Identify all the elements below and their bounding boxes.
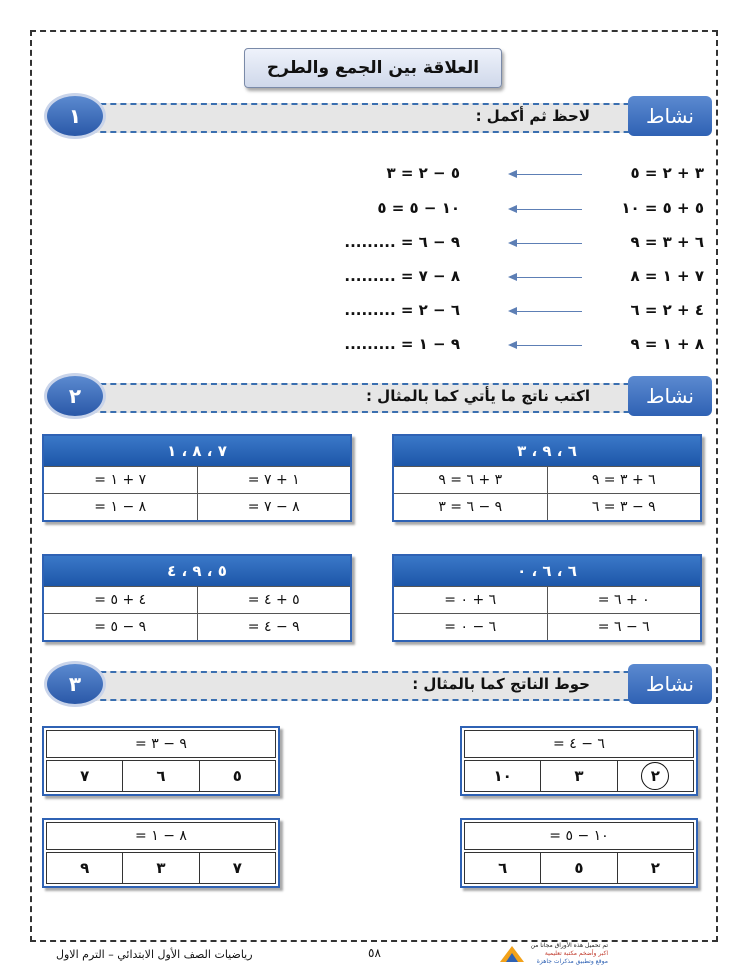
addition-fact: ٣ + ٢ = ٥ — [630, 164, 704, 182]
subtraction-fact: ١٠ − ٥ = ٥ — [377, 199, 460, 217]
fact-table-header: ٦ ، ٩ ، ٣ — [394, 436, 700, 466]
page-number: ٥٨ — [368, 946, 381, 960]
activity-1-number: ١ — [44, 93, 106, 139]
circle-question: ٩ − ٣ = — [46, 730, 276, 758]
fact-table — [392, 554, 702, 642]
answer-option[interactable]: ١٠ — [464, 760, 541, 792]
left-arrow-icon — [510, 209, 582, 210]
answer-option[interactable]: ٣ — [540, 760, 617, 792]
activity-2-bar — [60, 383, 690, 413]
table-cell: ٠ + ٦ = — [547, 587, 701, 613]
table-cell: ٩ − ٥ = — [94, 619, 147, 635]
answer-option-text: ٢ — [650, 767, 660, 785]
circle-answer-box — [460, 818, 698, 888]
left-arrow-icon — [510, 311, 582, 312]
subtraction-fact[interactable]: ٩ − ٦ = ......... — [344, 233, 460, 251]
activity-1-bar — [60, 103, 690, 133]
circle-question: ١٠ − ٥ = — [464, 822, 694, 850]
answer-option[interactable]: ٦ — [464, 852, 541, 884]
circled-answer-ring — [641, 762, 669, 790]
fact-table-header: ٧ ، ٨ ، ١ — [44, 436, 350, 466]
subtraction-fact[interactable]: ٨ − ٧ = ......... — [344, 267, 460, 285]
page-title: العلاقة بين الجمع والطرح — [244, 48, 502, 88]
circle-answer-box — [460, 726, 698, 796]
table-cell: ٨ − ٧ = — [197, 494, 351, 520]
answer-option-circled[interactable] — [617, 760, 694, 792]
fact-table-header: ٦ ، ٦ ، ٠ — [394, 556, 700, 586]
subtraction-fact[interactable]: ٩ − ١ = ......... — [344, 335, 460, 353]
activity-3-bar — [60, 671, 690, 701]
circle-answer-box — [42, 818, 280, 888]
table-row — [44, 493, 350, 520]
answer-option[interactable]: ٧ — [199, 852, 276, 884]
activity-3-instruction: حوط الناتج كما بالمثال : — [412, 675, 590, 693]
activity-1-label: نشاط — [628, 96, 712, 136]
logo-line: تم تحميل هذه الأوراق مجانا من — [530, 942, 608, 949]
table-cell: ٤ + ٥ = — [94, 592, 147, 608]
activity-2-label: نشاط — [628, 376, 712, 416]
fact-table-header: ٥ ، ٩ ، ٤ — [44, 556, 350, 586]
table-row — [394, 586, 700, 613]
addition-fact: ٨ + ١ = ٩ — [630, 335, 704, 353]
table-row — [394, 493, 700, 520]
answer-option[interactable]: ٢ — [617, 852, 694, 884]
activity-3-number: ٣ — [44, 661, 106, 707]
table-cell: ٦ − ٦ = — [547, 614, 701, 640]
addition-fact: ٥ + ٥ = ١٠ — [621, 199, 704, 217]
activity-2-instruction: اكتب ناتج ما يأتي كما بالمثال : — [365, 387, 590, 405]
left-arrow-icon — [510, 243, 582, 244]
publisher-logo-icon — [498, 944, 526, 964]
table-cell: ٩ − ٣ = ٦ — [547, 494, 701, 520]
circle-answer-box — [42, 726, 280, 796]
table-cell: ٥ + ٤ = — [197, 587, 351, 613]
answer-option[interactable]: ٣ — [122, 852, 199, 884]
left-arrow-icon — [510, 174, 582, 175]
subtraction-fact: ٥ − ٢ = ٣ — [386, 164, 460, 182]
answer-option[interactable]: ٧ — [46, 760, 123, 792]
table-cell: ٦ + ٣ = ٩ — [547, 467, 701, 493]
logo-line: موقع وتطبيق مذكرات جاهزة — [536, 958, 608, 965]
answer-option[interactable]: ٩ — [46, 852, 123, 884]
table-cell: ٣ + ٦ = ٩ — [438, 472, 503, 488]
logo-line: اكبر وأضخم مكتبة تعليمية — [544, 950, 608, 957]
footer-subject: رياضيات الصف الأول الابتدائي – الترم الاول — [56, 948, 253, 961]
table-row — [44, 613, 350, 640]
activity-3-label: نشاط — [628, 664, 712, 704]
circle-question: ٨ − ١ = — [46, 822, 276, 850]
table-row — [44, 586, 350, 613]
fact-table — [392, 434, 702, 522]
activity-2-number: ٢ — [44, 373, 106, 419]
left-arrow-icon — [510, 277, 582, 278]
table-row — [394, 466, 700, 493]
table-cell: ٩ − ٦ = ٣ — [438, 499, 503, 515]
fact-table — [42, 434, 352, 522]
circle-question: ٦ − ٤ = — [464, 730, 694, 758]
activity-1-instruction: لاحظ ثم أكمل : — [475, 107, 590, 125]
publisher-logo-text — [530, 942, 608, 966]
addition-fact: ٤ + ٢ = ٦ — [630, 301, 704, 319]
table-cell: ٩ − ٤ = — [197, 614, 351, 640]
table-cell: ٦ + ٠ = — [444, 592, 497, 608]
answer-option[interactable]: ٦ — [122, 760, 199, 792]
table-cell: ٦ − ٠ = — [444, 619, 497, 635]
table-row — [44, 466, 350, 493]
fact-table — [42, 554, 352, 642]
subtraction-fact[interactable]: ٦ − ٢ = ......... — [344, 301, 460, 319]
table-cell: ١ + ٧ = — [197, 467, 351, 493]
answer-option[interactable]: ٥ — [540, 852, 617, 884]
addition-fact: ٧ + ١ = ٨ — [630, 267, 704, 285]
left-arrow-icon — [510, 345, 582, 346]
table-cell: ٧ + ١ = — [94, 472, 147, 488]
table-row — [394, 613, 700, 640]
table-cell: ٨ − ١ = — [94, 499, 147, 515]
answer-option[interactable]: ٥ — [199, 760, 276, 792]
addition-fact: ٦ + ٣ = ٩ — [630, 233, 704, 251]
